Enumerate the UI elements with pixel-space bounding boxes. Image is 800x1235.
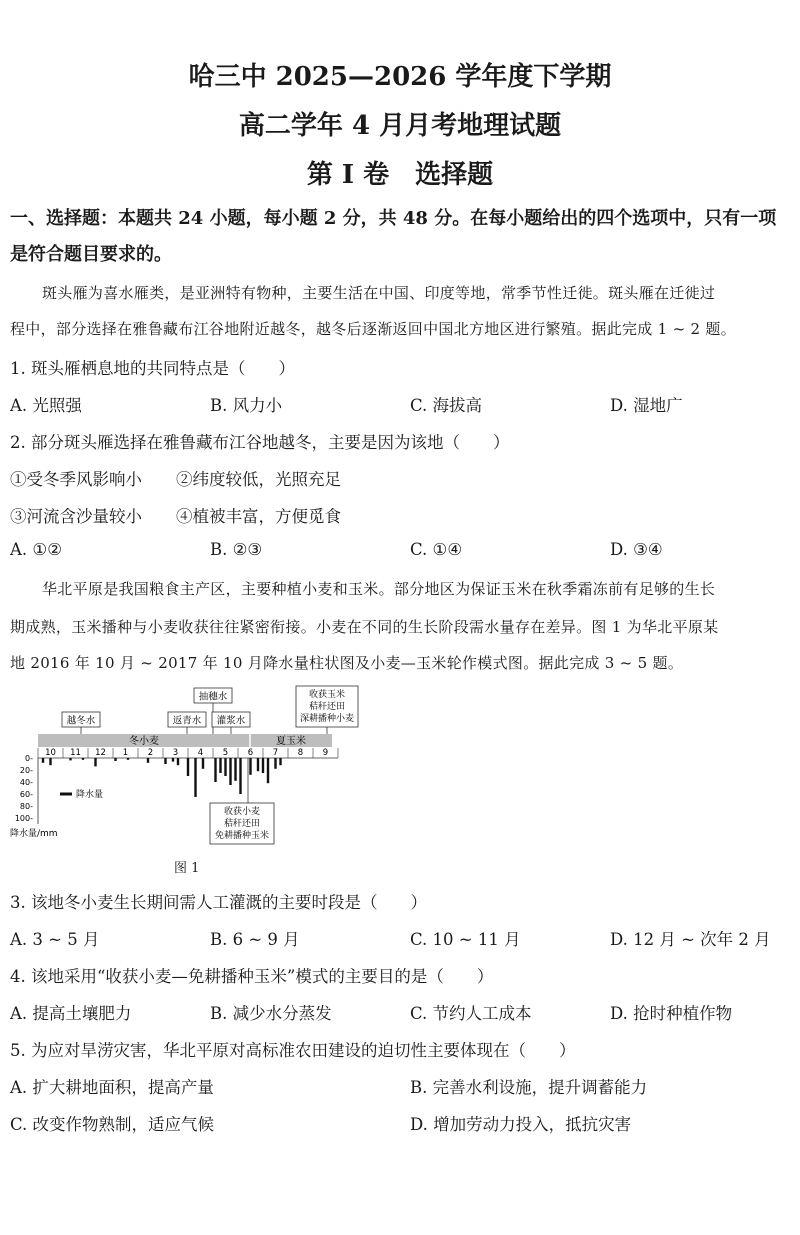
figure-1-chart [8,684,368,854]
rainfall-bar [274,758,276,769]
rainfall-bar [267,758,269,783]
rainfall-bar [219,758,221,773]
volume-title: 第 I 卷 选择题 [306,160,494,190]
rainfall-bar [127,758,129,760]
callout-fanqing-text: 返青水 [172,715,202,727]
question-1-stem: 1. 斑头雁栖息地的共同特点是（ ） [10,359,295,378]
q4-option-b[interactable]: B. 减少水分蒸发 [210,1004,332,1023]
q2-option-a[interactable]: A. ①② [10,540,62,559]
rainfall-bar [147,758,149,763]
legend-label: 降水量 [76,790,104,800]
y-tick-label: 100- [14,814,33,823]
month-tick-label: 8 [297,748,304,758]
callout-harvest-corn-3: 深耕播种小麦 [299,714,355,724]
section-instruction: 一、选择题：本题共 24 小题，每小题 2 分，共 48 分。在每小题给出的四个选项中，只有一项 [10,208,777,229]
month-tick-label: 11 [70,748,81,758]
callout-guanjiang-text: 灌浆水 [216,715,246,727]
month-tick-label: 1 [122,748,129,758]
q1-option-d[interactable]: D. 湿地广 [610,396,683,415]
month-tick-label: 7 [272,748,279,758]
passage-2-line-1: 华北平原是我国粮食主产区，主要种植小麦和玉米。部分地区为保证玉米在秋季霜冻前有足够的生长 [42,580,716,598]
q3-option-a[interactable]: A. 3 ~ 5 月 [10,930,100,949]
rainfall-bar [172,758,174,762]
figure-caption: 图 1 [174,861,200,876]
rainfall-bar [229,758,231,785]
y-tick-label: 0- [25,754,33,763]
passage-2-line-3: 地 2016 年 10 月 ~ 2017 年 10 月降水量柱状图及小麦—玉米轮作模式图。据此完成 3 ~ 5 题。 [10,654,684,672]
rainfall-bar [257,758,259,771]
question-3-stem: 3. 该地冬小麦生长期间需人工灌溉的主要时段是（ ） [10,893,427,912]
month-tick-label: 3 [172,748,179,758]
q4-option-d[interactable]: D. 抢时种植作物 [610,1004,733,1023]
callout-harvest-wheat-1: 收获小麦 [223,807,261,817]
q5-option-d[interactable]: D. 增加劳动力投入，抵抗灾害 [410,1115,632,1134]
exam-title: 哈三中 2025—2026 学年度下学期 [188,62,612,92]
wheat-label: 冬小麦 [129,736,159,747]
q2-statement-3: ③河流含沙量较小 [10,507,142,526]
callout-chousui-text: 抽穗水 [198,691,228,703]
q4-option-c[interactable]: C. 节约人工成本 [410,1004,532,1023]
callout-harvest-corn [296,686,358,734]
rainfall-bar [262,758,264,773]
q1-option-a[interactable]: A. 光照强 [10,396,82,415]
rainfall-bar [49,758,51,765]
month-tick-label: 2 [147,748,154,758]
month-tick-label: 4 [197,748,204,758]
rainfall-bar [214,758,216,782]
passage-1-line-1: 斑头雁为喜水雁类，是亚洲特有物种，主要生活在中国、印度等地，常季节性迁徙。斑头雁在迁徙过 [42,284,716,302]
q4-option-a[interactable]: A. 提高土壤肥力 [10,1004,132,1023]
rainfall-bar [69,758,71,760]
rainfall-bar [279,758,281,765]
y-tick-label: 40- [19,778,33,787]
q2-statement-2: ②纬度较低，光照充足 [176,470,341,489]
q2-option-b[interactable]: B. ②③ [210,540,263,559]
question-4-stem: 4. 该地采用“收获小麦—免耕播种玉米”模式的主要目的是（ ） [10,967,494,986]
month-tick-label: 5 [222,748,229,758]
month-tick-label: 9 [322,748,329,758]
rainfall-bar [82,758,84,760]
rainfall-bar [187,758,189,776]
rainfall-bar [42,758,44,763]
month-tick-label: 10 [45,748,56,758]
month-tick-label: 6 [247,748,254,758]
rainfall-bar [164,758,166,764]
passage-1-line-2: 程中，部分选择在雅鲁藏布江谷地附近越冬，越冬后逐渐返回中国北方地区进行繁殖。据此完成 1 ~ 2 题。 [10,320,737,338]
rainfall-bar [224,758,226,776]
y-tick-label: 60- [19,790,33,799]
rainfall-bar [114,758,116,761]
rainfall-bar [234,758,236,781]
rainfall-bar [249,758,251,775]
callout-yuedong-text: 越冬水 [66,715,96,727]
rainfall-bar [194,758,196,797]
y-tick-label: 20- [19,766,33,775]
y-axis-label: 降水量/mm [10,829,58,839]
q3-option-b[interactable]: B. 6 ~ 9 月 [210,930,300,949]
callout-harvest-corn-2: 秸秆还田 [308,702,346,712]
callout-harvest-corn-1: 收获玉米 [308,690,346,700]
q2-statement-4: ④植被丰富，方便觅食 [176,507,341,526]
q2-statement-1: ①受冬季风影响小 [10,470,142,489]
q3-option-c[interactable]: C. 10 ~ 11 月 [410,930,521,949]
q5-option-b[interactable]: B. 完善水利设施，提升调蓄能力 [410,1078,648,1097]
rainfall-bar [177,758,179,765]
q2-option-d[interactable]: D. ③④ [610,540,663,559]
y-tick-label: 80- [19,802,33,811]
callout-harvest-wheat-2: 秸秆还田 [223,819,261,829]
q1-option-b[interactable]: B. 风力小 [210,396,283,415]
callout-harvest-wheat-3: 免耕播种玉米 [214,831,270,841]
q5-option-a[interactable]: A. 扩大耕地面积，提高产量 [10,1078,214,1097]
y-tick-labels [15,754,33,823]
q3-option-d[interactable]: D. 12 月 ~ 次年 2 月 [610,930,771,949]
month-tick-labels [38,748,338,758]
exam-subtitle: 高二学年 4 月月考地理试题 [238,111,562,141]
question-2-stem: 2. 部分斑头雁选择在雅鲁藏布江谷地越冬，主要是因为该地（ ） [10,433,510,452]
section-instruction-cont: 是符合题目要求的。 [10,244,172,265]
q1-option-c[interactable]: C. 海拔高 [410,396,483,415]
passage-2-line-2: 期成熟，玉米播种与小麦收获往往紧密衔接。小麦在不同的生长阶段需水量存在差异。图 1 为华北平原某 [10,618,719,636]
rainfall-bar [239,758,241,794]
q5-option-c[interactable]: C. 改变作物熟制，适应气候 [10,1115,215,1134]
month-tick-label: 12 [95,748,106,758]
question-5-stem: 5. 为应对旱涝灾害，华北平原对高标准农田建设的迫切性主要体现在（ ） [10,1041,576,1060]
rainfall-bar [202,758,204,769]
corn-label: 夏玉米 [276,736,306,747]
q2-option-c[interactable]: C. ①④ [410,540,463,559]
rainfall-bar [94,758,96,766]
